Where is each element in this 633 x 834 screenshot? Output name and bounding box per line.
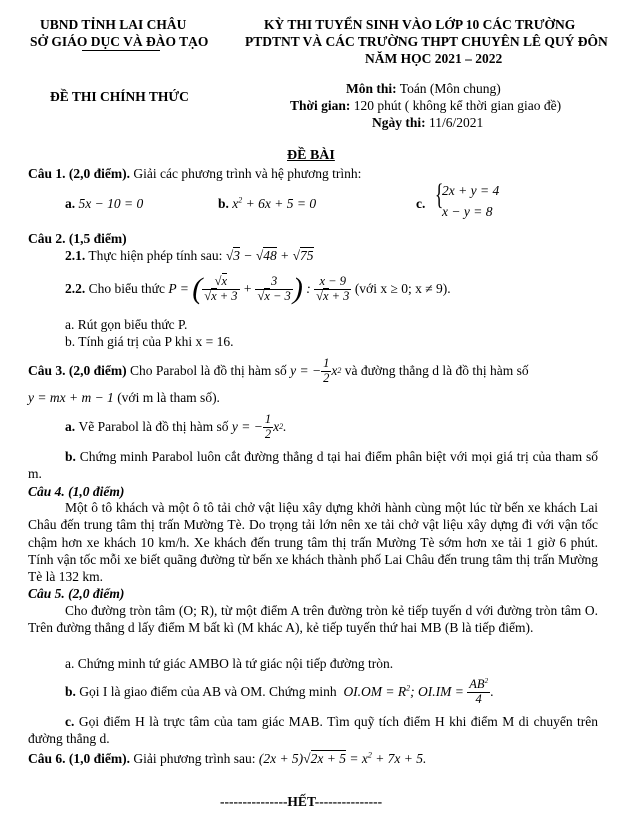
time-label: Thời gian: bbox=[290, 98, 351, 113]
department-name: SỞ GIÁO DỤC VÀ ĐÀO TẠO bbox=[30, 34, 209, 49]
q3-parabola-eq: y = − $\frac{1}{2}$ x 2 bbox=[290, 356, 342, 385]
q4-label: Câu 4. (1,0 điểm) bbox=[28, 484, 125, 499]
q2-1-text: Thực hiện phép tính sau: bbox=[88, 248, 223, 263]
q6-eq-right-post: + 7x + 5. bbox=[371, 751, 427, 766]
q1-c-label-text: c. bbox=[416, 196, 426, 211]
q2-2-label: 2.2. bbox=[65, 281, 86, 297]
q3-heading bbox=[28, 354, 529, 388]
q3-part-a bbox=[65, 410, 286, 444]
exam-title-line1: KỲ THI TUYỂN SINH VÀO LỚP 10 CÁC TRƯỜNG bbox=[264, 17, 576, 32]
end-marker: ---------------HẾT--------------- bbox=[220, 794, 383, 809]
q3-text2: và đường thẳng d là đồ thị hàm số bbox=[344, 363, 529, 379]
q6-text: Giải phương trình sau: bbox=[133, 751, 256, 766]
date-label: Ngày thi: bbox=[372, 115, 426, 130]
q5-b-eq2: OI.IM = bbox=[418, 684, 464, 700]
q2-part2 bbox=[65, 268, 451, 310]
date-value: 11/6/2021 bbox=[429, 115, 484, 130]
q5-label: Câu 5. (2,0 điểm) bbox=[28, 586, 125, 601]
q3-line bbox=[28, 389, 220, 406]
q2-1-expression: √3 − √48 + √75 bbox=[225, 248, 314, 263]
q3-text1: Cho Parabol là đồ thị hàm số bbox=[130, 363, 287, 379]
q5-b-den: 4 bbox=[475, 691, 482, 706]
q1-b-eq-pre: x bbox=[232, 196, 239, 211]
q3-a-label: a. bbox=[65, 419, 76, 435]
q3-a-eq: y = − $\frac{1}{2}$ x 2 . bbox=[231, 412, 287, 441]
header-divider-left bbox=[82, 50, 160, 51]
q1-system-eq2: x − y = 8 bbox=[442, 204, 493, 219]
q1-b-label: b. bbox=[218, 196, 229, 211]
q3-line-eq: y = mx + m − 1 bbox=[28, 390, 114, 405]
date-line bbox=[372, 114, 483, 131]
q1-part-a bbox=[65, 195, 143, 212]
q3-b-text: Chứng minh Parabol luôn cắt đường thẳng d tại hai điểm phân biệt với mọi giá trị của tham số m. bbox=[28, 449, 599, 482]
subject-label: Môn thi: bbox=[346, 81, 397, 96]
q1-system-eq1: 2x + y = 4 bbox=[442, 183, 500, 198]
q2-label: Câu 2. (1,5 điểm) bbox=[28, 231, 127, 246]
q1-b-eq-post: + 6x + 5 = 0 bbox=[242, 196, 317, 211]
page-title: ĐỀ BÀI bbox=[287, 148, 335, 163]
official-exam-label: ĐỀ THI CHÍNH THỨC bbox=[50, 89, 189, 104]
q1-heading bbox=[28, 165, 361, 182]
authority-name: UBND TỈNH LAI CHÂU bbox=[40, 17, 187, 32]
q5-part-b: b. Gọi I là giao điểm của AB và OM. Chứng minh $OI.OM = R^2$; OI.IM = $\frac{AB^2}{4}$ . bbox=[65, 677, 494, 706]
q5-b-fraction: $\frac{AB^2}{4}$ bbox=[469, 677, 489, 706]
q1-text: Giải các phương trình và hệ phương trình: bbox=[133, 166, 362, 181]
q1-c-label bbox=[416, 195, 425, 212]
q6-equation: $(2x + 5)√2x + 5 = x^2 + 7x + 5$. bbox=[258, 750, 427, 766]
time-value: 120 phút ( không kể thời gian giao đề) bbox=[353, 98, 562, 113]
q1-label: Câu 1. (2,0 điểm). bbox=[28, 166, 130, 181]
q2-a: a. Rút gọn biểu thức P. bbox=[65, 317, 188, 332]
q6-label: Câu 6. (1,0 điểm). bbox=[28, 751, 130, 766]
q4-text: Một ô tô khách và một ô tô tải chở vật liệu xây dựng khởi hành cùng một lúc từ bến xe khách Lai Châu đến trung tâm thị trấn Mường Tè. Do trọng tải lớn nên xe tải chở vật liệu xây dựng đi với vận tốc chậm hơn xe khách 10 km/h. Xe khách đến trung tâm thị trấn Mường Tè sớm hơn xe tải 1 giờ 6 phút. Tính vận tốc mỗi xe biết quãng đường từ bến xe khách thành phố Lai Châu đến trung tâm thị trấn Mường Tè là 132 km. bbox=[28, 500, 598, 585]
q1-part-b: b. $x^2 + 6x + 5 = 0$ bbox=[218, 195, 317, 211]
q3-line-note: (với m là tham số). bbox=[117, 390, 220, 405]
q2-1-label: 2.1. bbox=[65, 248, 86, 263]
q2-b: b. Tính giá trị của P khi x = 16. bbox=[65, 334, 234, 349]
q3-label: Câu 3. (2,0 điểm) bbox=[28, 363, 127, 379]
q6-line bbox=[28, 750, 426, 767]
q1-a-label: a. bbox=[65, 196, 76, 211]
q3-a-text: Vẽ Parabol là đồ thị hàm số bbox=[78, 419, 229, 435]
q2-2-condition: (với x ≥ 0; x ≠ 9). bbox=[354, 281, 451, 297]
q6-eq-radicand: 2x + 5 bbox=[310, 751, 346, 766]
subject-line bbox=[346, 80, 501, 97]
q1-a-equation: 5x − 10 = 0 bbox=[78, 196, 144, 211]
q5-b-num: AB bbox=[469, 677, 485, 692]
q5-a: a. Chứng minh tứ giác AMBO là tứ giác nội tiếp đường tròn. bbox=[65, 656, 394, 671]
q3-b-label: b. bbox=[65, 449, 76, 464]
q5-text: Cho đường tròn tâm (O; R), từ một điểm A trên đường tròn kẻ tiếp tuyến d với đường tròn tâm O. Trên đường thẳng d lấy điểm M bất kì (M khác A), kẻ tiếp tuyến thứ hai MB (B là tiếp điểm). bbox=[28, 603, 598, 636]
q5-c-label: c. bbox=[65, 714, 75, 729]
time-line bbox=[290, 97, 561, 114]
q5-b-label: b. bbox=[65, 684, 76, 700]
q1-system-brace: { bbox=[434, 178, 444, 211]
q2-2-expression: P = ( $\frac{√x}{√x + 3}$ + $\frac{3}{√x - 3}$ ) : $\frac{x - 9}{√x + 3}$ bbox=[168, 272, 350, 305]
q2-2-text: Cho biểu thức bbox=[88, 281, 165, 297]
school-year: NĂM HỌC 2021 – 2022 bbox=[365, 51, 503, 66]
q5-b-eq1: OI.OM = R bbox=[343, 684, 407, 700]
q5-part-c bbox=[28, 713, 598, 748]
q6-eq-left: (2x + 5) bbox=[258, 751, 304, 766]
exam-title-line2: PTDTNT VÀ CÁC TRƯỜNG THPT CHUYÊN LÊ QUÝ ĐÔN bbox=[245, 34, 608, 49]
q2-part1 bbox=[65, 247, 314, 264]
q5-b-text: Gọi I là giao điểm của AB và OM. Chứng minh bbox=[79, 684, 337, 700]
q5-c-text: Gọi điểm H là trực tâm của tam giác MAB. Tìm quỹ tích điểm H khi điểm M di chuyển trên đường thẳng d. bbox=[28, 714, 599, 747]
subject-value: Toán (Môn chung) bbox=[399, 81, 501, 96]
q3-part-b bbox=[28, 448, 598, 483]
q6-eq-right-pre: = x bbox=[345, 751, 368, 766]
